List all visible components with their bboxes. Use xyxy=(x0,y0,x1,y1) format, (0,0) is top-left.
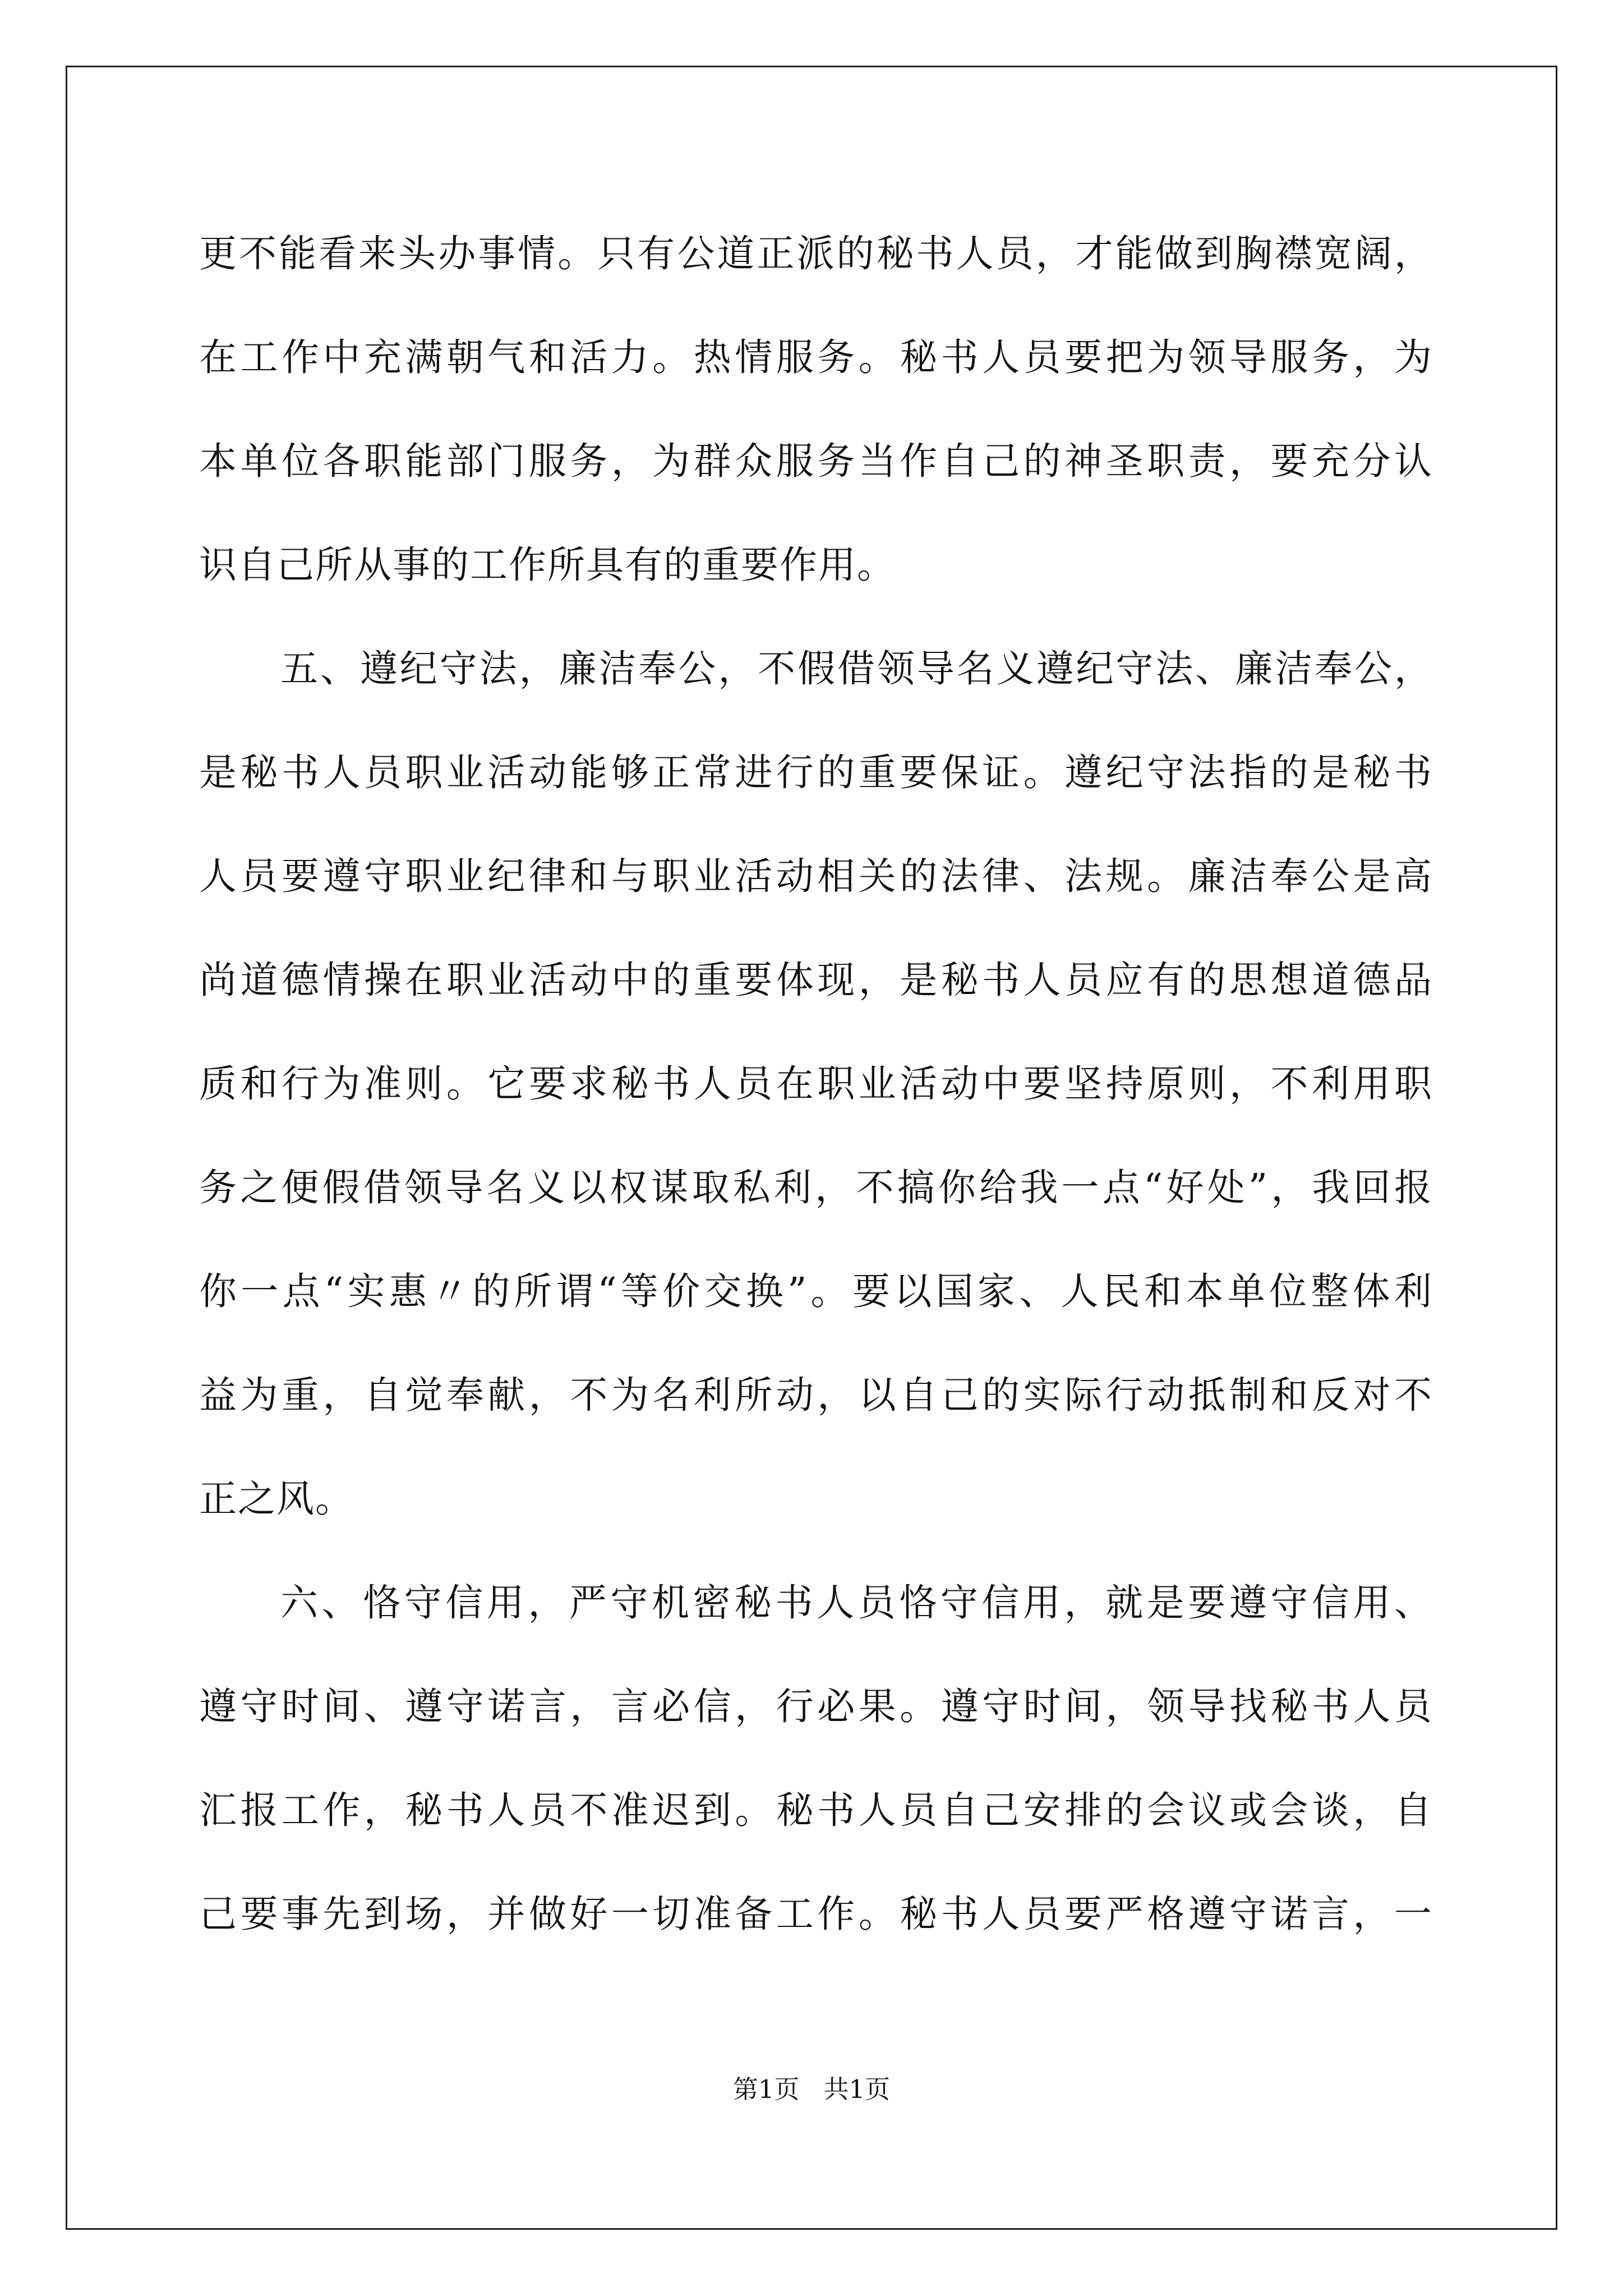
text-line: 更不能看来头办事情。只有公道正派的秘书人员，才能做到胸襟宽阔， xyxy=(199,232,1433,275)
paragraph-2 xyxy=(199,617,1433,1551)
text-line: 己要事先到场，并做好一切准备工作。秘书人员要严格遵守诺言，一 xyxy=(199,1892,1433,1936)
paragraph-1 xyxy=(199,202,1433,617)
document-body xyxy=(199,202,1433,1966)
text-line: 尚道德情操在职业活动中的重要体现，是秘书人员应有的思想道德品 xyxy=(199,958,1433,1002)
text-line: 识自己所从事的工作所具有的重要作用。 xyxy=(199,543,896,587)
paragraph-3 xyxy=(199,1551,1433,1966)
text-line: 遵守时间、遵守诺言，言必信，行必果。遵守时间，领导找秘书人员 xyxy=(199,1685,1433,1728)
text-line: 六、恪守信用，严守机密秘书人员恪守信用，就是要遵守信用、 xyxy=(280,1581,1433,1625)
text-line: 在工作中充满朝气和活力。热情服务。秘书人员要把为领导服务，为 xyxy=(199,335,1433,379)
text-line: 务之便假借领导名义以权谋取私利，不搞你给我一点“好处”，我回报 xyxy=(199,1166,1433,1209)
text-line: 汇报工作，秘书人员不准迟到。秘书人员自己安排的会议或会谈，自 xyxy=(199,1788,1433,1832)
text-line: 质和行为准则。它要求秘书人员在职业活动中要坚持原则，不利用职 xyxy=(199,1062,1433,1106)
text-line: 是秘书人员职业活动能够正常进行的重要保证。遵纪守法指的是秘书 xyxy=(199,751,1433,794)
text-line: 你一点“实惠〃的所谓“等价交换”。要以国家、人民和本单位整体利 xyxy=(199,1269,1433,1313)
page-number-footer: 第1页 共1页 xyxy=(732,2074,891,2104)
text-line: 正之风。 xyxy=(199,1477,354,1521)
text-line: 益为重，自觉奉献，不为名利所动，以自己的实际行动抵制和反对不 xyxy=(199,1373,1433,1417)
text-line: 本单位各职能部门服务，为群众服务当作自己的神圣职责，要充分认 xyxy=(199,439,1433,483)
text-line: 人员要遵守职业纪律和与职业活动相关的法律、法规。廉洁奉公是高 xyxy=(199,854,1433,898)
text-line: 五、遵纪守法，廉洁奉公，不假借领导名义遵纪守法、廉洁奉公， xyxy=(280,647,1433,691)
